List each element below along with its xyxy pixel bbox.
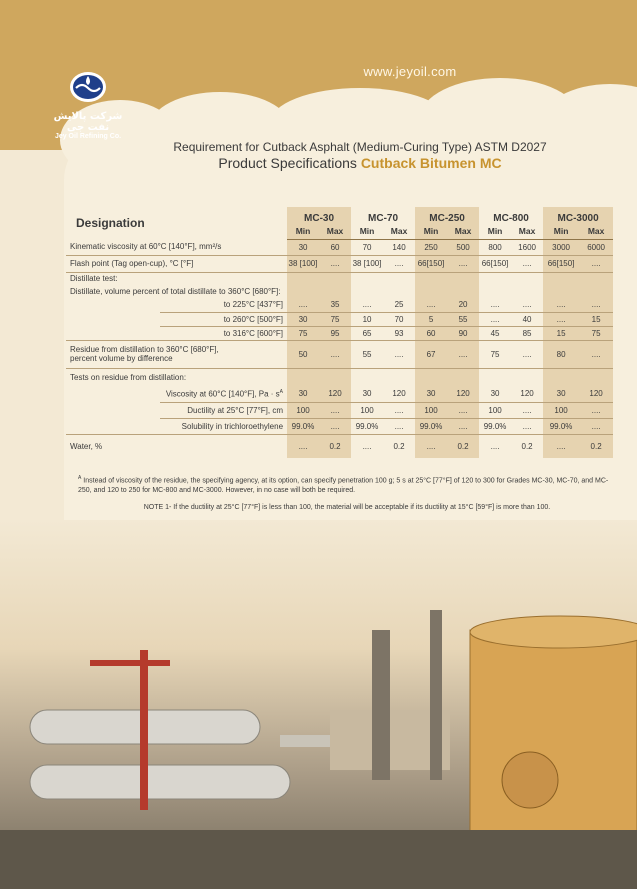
max-header: Max: [511, 225, 543, 239]
table-cell: 30: [415, 386, 447, 402]
table-cell: [479, 368, 511, 386]
table-cell: ....: [447, 340, 479, 368]
table-cell: 75: [579, 326, 613, 340]
table-cell: [66, 326, 160, 340]
row-label: [66, 340, 287, 368]
table-cell: 0.2: [579, 434, 613, 458]
table-cell: 60: [415, 326, 447, 340]
company-name-fa: شرکت پالایش نفت جی: [53, 111, 123, 133]
grade-mc-250: MC-250: [415, 207, 479, 225]
grade-mc-3000: MC-3000: [543, 207, 613, 225]
table-row-kinematic-viscosity: [66, 239, 613, 255]
table-cell: ....: [511, 255, 543, 272]
table-row-flash-point: [66, 255, 613, 272]
table-cell: 67: [415, 340, 447, 368]
table-cell: 15: [579, 312, 613, 326]
table-cell: 66[150]: [415, 255, 447, 272]
table-cell: 25: [383, 298, 415, 312]
max-header: Max: [579, 225, 613, 239]
table-cell: [543, 285, 579, 298]
table-cell: 120: [511, 386, 543, 402]
table-cell: 30: [479, 386, 511, 402]
table-cell: ....: [543, 312, 579, 326]
table-cell: [66, 402, 160, 418]
grade-mc-800: MC-800: [493, 212, 529, 224]
table-cell: ....: [479, 298, 511, 312]
table-cell: ....: [579, 255, 613, 272]
table-cell: ....: [447, 418, 479, 434]
table-cell: 60: [319, 239, 351, 255]
grade-mc-30: MC-30: [287, 207, 351, 225]
table-cell: 75: [287, 326, 319, 340]
table-cell: [383, 272, 415, 285]
table-cell: ....: [447, 255, 479, 272]
table-cell: [319, 272, 351, 285]
table-cell: [579, 368, 613, 386]
table-cell: ....: [415, 434, 447, 458]
table-cell: ....: [383, 340, 415, 368]
table-cell: ....: [511, 402, 543, 418]
company-name-en: Jey Oil Refining Co.: [54, 133, 122, 140]
table-cell: ....: [319, 402, 351, 418]
table-cell: 30: [351, 386, 383, 402]
table-cell: 99.0%: [287, 418, 319, 434]
table-row-distillate-225: [66, 298, 613, 312]
table-cell: 66[150]: [543, 255, 579, 272]
table-cell: ....: [490, 441, 500, 451]
table-cell: [447, 272, 479, 285]
table-cell: [479, 285, 511, 298]
table-cell: 30: [287, 386, 319, 402]
table-cell: 100: [351, 402, 383, 418]
min-header: Min: [479, 225, 511, 239]
table-cell: [415, 272, 447, 285]
table-cell: ....: [579, 418, 613, 434]
table-row-distillate-heading: [66, 272, 613, 285]
table-cell: 75: [319, 312, 351, 326]
table-cell: [351, 285, 383, 298]
table-cell: [66, 386, 160, 402]
footnote: [78, 473, 616, 496]
row-label: Ductility at 25°C [77°F], cm: [160, 402, 287, 418]
table-cell: 35: [319, 298, 351, 312]
table-cell: 50: [287, 340, 319, 368]
residue-label-line2: percent volume by difference: [70, 354, 173, 363]
table-cell: 140: [383, 239, 415, 255]
table-cell: 100: [415, 402, 447, 418]
table-cell: [351, 272, 383, 285]
table-row-ductility: [66, 402, 613, 418]
table-cell: ....: [383, 255, 415, 272]
table-cell: 0.2: [393, 441, 405, 451]
table-cell: [543, 368, 579, 386]
table-cell: ....: [579, 402, 613, 418]
row-label: Tests on residue from distillation:: [70, 372, 187, 382]
table-cell: 70: [383, 312, 415, 326]
footnote-marker: A: [279, 388, 284, 395]
table-cell: ....: [579, 340, 613, 368]
product-title-prefix: Product Specifications: [218, 155, 357, 171]
min-header: Min: [287, 225, 319, 239]
table-cell: 85: [511, 326, 543, 340]
company-logo: [48, 70, 128, 140]
footnote-text: Instead of viscosity of the residue, the specifying agency, at its option, can specify penetration 100 g; 5 s at 25°C [77°F] of 120 to 300 for Grades MC-30, MC-70, and MC-250, and 120 to 250 for MC-800 and MC-3000. However, in no case will both be required.: [78, 477, 609, 495]
refinery-photo: [0, 520, 637, 889]
table-cell: ....: [543, 298, 579, 312]
designation-header: Designation: [76, 216, 145, 230]
table-cell: [447, 285, 479, 298]
table-row-residue-viscosity: [66, 386, 613, 402]
table-cell: 120: [383, 386, 415, 402]
table-cell: [66, 312, 160, 326]
table-cell: [383, 285, 415, 298]
row-label: Distillate test:: [70, 274, 118, 284]
product-title-accent: Cutback Bitumen MC: [360, 155, 502, 171]
table-cell: 500: [447, 239, 479, 255]
table-cell: 800: [479, 239, 511, 255]
specification-table: [66, 207, 613, 458]
website-link[interactable]: www.jeyoil.com: [363, 64, 457, 79]
table-cell: ....: [319, 418, 351, 434]
row-label: to 260°C [500°F]: [160, 312, 287, 326]
residue-viscosity-label: Viscosity at 60°C [140°F], Pa · s: [165, 389, 280, 399]
min-header: Min: [415, 225, 447, 239]
table-cell: ....: [383, 402, 415, 418]
table-cell: 93: [383, 326, 415, 340]
table-cell: 30: [287, 239, 319, 255]
table-cell: ....: [319, 255, 351, 272]
row-label: Flash point (Tag open-cup), °C [°F]: [66, 255, 287, 272]
row-label: [160, 386, 287, 402]
table-cell: [415, 368, 447, 386]
table-cell: [287, 368, 319, 386]
table-cell: [287, 272, 319, 285]
table-cell: ....: [383, 418, 415, 434]
max-header: Max: [447, 225, 479, 239]
table-cell: [351, 368, 383, 386]
table-cell: ....: [351, 298, 383, 312]
table-cell: 55: [447, 312, 479, 326]
table-cell: 0.2: [319, 434, 351, 458]
table-cell: [287, 285, 319, 298]
table-cell: [66, 298, 160, 312]
table-cell: [543, 272, 579, 285]
table-cell: 38 [100]: [351, 255, 383, 272]
table-cell: [319, 368, 351, 386]
table-cell: 20: [447, 298, 479, 312]
table-cell: ....: [511, 298, 543, 312]
table-cell: [511, 285, 543, 298]
table-cell: ....: [362, 441, 372, 451]
table-cell: ....: [447, 402, 479, 418]
row-label: Kinematic viscosity at 60°C [140°F], mm²/s: [66, 239, 287, 255]
table-cell: 75: [479, 340, 511, 368]
table-cell: ....: [415, 298, 447, 312]
table-row-water: [66, 434, 613, 458]
table-cell: ....: [287, 298, 319, 312]
table-cell: [447, 368, 479, 386]
grade-header-row: [66, 207, 613, 225]
min-header: Min: [543, 225, 579, 239]
table-cell: 3000: [543, 239, 579, 255]
table-cell: 38 [100]: [287, 255, 319, 272]
table-cell: 65: [351, 326, 383, 340]
table-cell: [511, 272, 543, 285]
table-cell: ....: [579, 298, 613, 312]
table-cell: [66, 418, 160, 434]
table-cell: ....: [511, 418, 543, 434]
table-cell: 30: [287, 312, 319, 326]
row-label: to 316°C [600°F]: [160, 326, 287, 340]
table-row-residue: [66, 340, 613, 368]
table-row-solubility: [66, 418, 613, 434]
table-cell: [511, 368, 543, 386]
max-header: Max: [383, 225, 415, 239]
table-cell: [319, 285, 351, 298]
note-1: NOTE 1- If the ductility at 25°C [77°F] is less than 100, the material will be acceptable if its ductility at 15°C [59°F] is more than 100.: [143, 504, 551, 511]
table-cell: 100: [287, 402, 319, 418]
residue-label-line1: Residue from distillation to 360°C [680°F],: [70, 345, 219, 354]
grade-mc-70: MC-70: [368, 212, 399, 224]
table-row-distillate-316: [66, 326, 613, 340]
table-cell: 120: [319, 386, 351, 402]
table-cell: 100: [543, 402, 579, 418]
row-label: Distillate, volume percent of total distillate to 360°C [680°F]:: [70, 287, 281, 296]
table-cell: [579, 272, 613, 285]
product-title: [130, 155, 590, 171]
table-cell: [415, 285, 447, 298]
table-cell: 0.2: [447, 434, 479, 458]
table-cell: 55: [351, 340, 383, 368]
table-cell: 120: [447, 386, 479, 402]
table-cell: 15: [543, 326, 579, 340]
table-cell: ....: [319, 340, 351, 368]
table-cell: 120: [579, 386, 613, 402]
table-cell: 100: [479, 402, 511, 418]
table-cell: 45: [479, 326, 511, 340]
table-cell: 70: [351, 239, 383, 255]
table-cell: 99.0%: [415, 418, 447, 434]
table-cell: 99.0%: [543, 418, 579, 434]
table-cell: 95: [319, 326, 351, 340]
table-row-distillate-subheading: [66, 285, 613, 298]
table-cell: ....: [511, 340, 543, 368]
table-cell: 6000: [579, 239, 613, 255]
row-label: to 225°C [437°F]: [160, 298, 287, 312]
max-header: Max: [319, 225, 351, 239]
table-cell: 90: [447, 326, 479, 340]
table-row-distillate-260: [66, 312, 613, 326]
table-cell: 5: [415, 312, 447, 326]
table-cell: [579, 285, 613, 298]
table-cell: ....: [287, 434, 319, 458]
table-cell: 1600: [511, 239, 543, 255]
row-label: Solubility in trichloroethylene: [160, 418, 287, 434]
table-cell: [479, 272, 511, 285]
table-cell: ....: [479, 312, 511, 326]
table-cell: 30: [543, 386, 579, 402]
footnote-marker: A: [78, 475, 82, 481]
table-cell: 0.2: [521, 441, 533, 451]
table-row-tests-heading: [66, 368, 613, 386]
table-cell: 250: [415, 239, 447, 255]
table-cell: 40: [511, 312, 543, 326]
table-cell: 10: [351, 312, 383, 326]
spec-standard-title: Requirement for Cutback Asphalt (Medium-Curing Type) ASTM D2027: [173, 140, 547, 154]
table-cell: 80: [543, 340, 579, 368]
table-cell: 66[150]: [479, 255, 511, 272]
row-label: Water, %: [70, 441, 103, 451]
table-cell: ....: [543, 434, 579, 458]
min-header: Min: [351, 225, 383, 239]
table-cell: 99.0%: [479, 418, 511, 434]
table-cell: 99.0%: [351, 418, 383, 434]
oil-drop-wave-logo-icon: [68, 70, 108, 104]
table-cell: [383, 368, 415, 386]
